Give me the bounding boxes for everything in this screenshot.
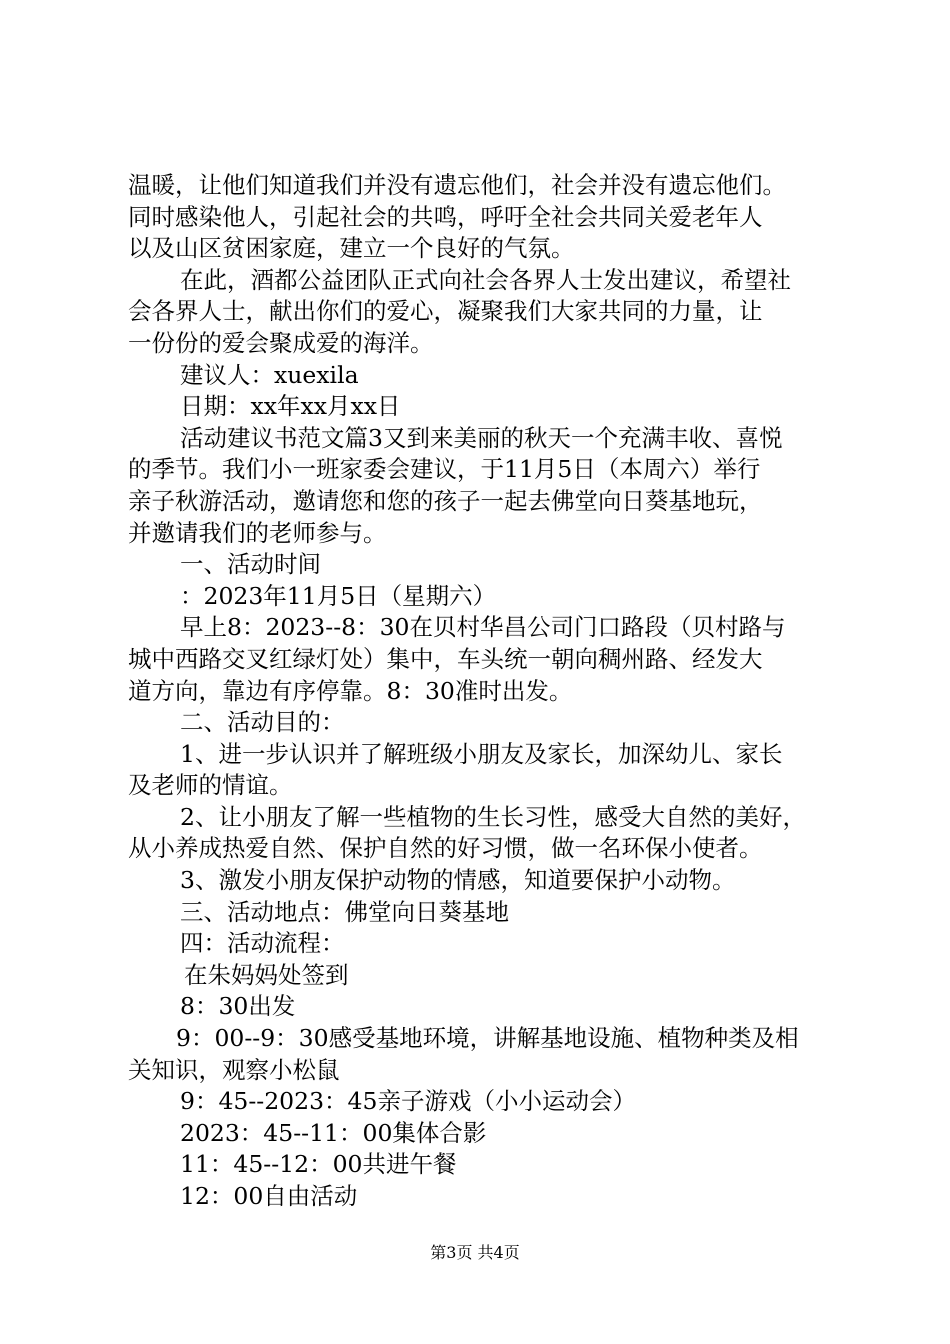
text-line: 一、活动时间 (180, 550, 321, 579)
text-line: 早上8：2023--8：30在贝村华昌公司门口路段（贝村路与 (180, 613, 786, 642)
text-line: 温暖，让他们知道我们并没有遗忘他们，社会并没有遗忘他们。 (128, 171, 786, 199)
text-line: 3、激发小朋友保护动物的情感，知道要保护小动物。 (180, 866, 736, 895)
text-line: 并邀请我们的老师参与。 (128, 518, 387, 547)
page-number-footer: 第3页 共4页 (430, 1243, 520, 1262)
text-line: 1、进一步认识并了解班级小朋友及家长，加深幼儿、家长 (180, 739, 783, 768)
text-line: 四：活动流程： (180, 929, 345, 958)
text-line: 2、让小朋友了解一些植物的生长习性，感受大自然的美好， (180, 802, 806, 831)
text-line: 三、活动地点：佛堂向日葵基地 (180, 897, 509, 926)
text-line: 同时感染他人，引起社会的共鸣，呼吁全社会共同关爱老年人 (128, 202, 763, 231)
text-line: 2023：45--11：00集体合影 (180, 1118, 487, 1147)
text-line: 8：30出发 (180, 992, 296, 1021)
text-line: 9：45--2023：45亲子游戏（小小运动会） (180, 1087, 636, 1116)
text-line: 亲子秋游活动，邀请您和您的孩子一起去佛堂向日葵基地玩， (128, 486, 763, 515)
text-line: 建议人：xuexila (180, 360, 359, 389)
text-line: 以及山区贫困家庭，建立一个良好的气氛。 (128, 234, 575, 263)
text-line: 的季节。我们小一班家委会建议，于11月5日（本周六）举行 (128, 455, 761, 484)
text-line: 在此，酒都公益团队正式向社会各界人士发出建议，希望社 (180, 265, 791, 294)
text-line: 日期：xx年xx月xx日 (180, 392, 401, 421)
text-line: 道方向，靠边有序停靠。8：30准时出发。 (128, 676, 573, 705)
text-line: 会各界人士，献出你们的爱心，凝聚我们大家共同的力量，让 (128, 297, 763, 326)
document-body (128, 170, 838, 1213)
text-line: ：2023年11月5日（星期六） (180, 581, 497, 610)
text-line: 从小养成热爱自然、保护自然的好习惯，做一名环保小使者。 (128, 834, 763, 863)
text-line: 在朱妈妈处签到 (184, 960, 349, 989)
text-line: 11：45--12：00共进午餐 (180, 1150, 457, 1179)
text-line: 9：00--9：30感受基地环境，讲解基地设施、植物种类及相 (176, 1024, 799, 1053)
text-line: 城中西路交叉红绿灯处）集中，车头统一朝向稠州路、经发大 (128, 644, 763, 673)
text-line: 关知识，观察小松鼠 (128, 1055, 340, 1084)
text-line: 活动建议书范文篇3又到来美丽的秋天一个充满丰收、喜悦 (180, 423, 783, 452)
text-line: 一份份的爱会聚成爱的海洋。 (128, 328, 434, 357)
text-line: 12：00自由活动 (180, 1182, 358, 1210)
text-line: 二、活动目的： (180, 708, 345, 737)
text-line: 及老师的情谊。 (128, 771, 293, 800)
